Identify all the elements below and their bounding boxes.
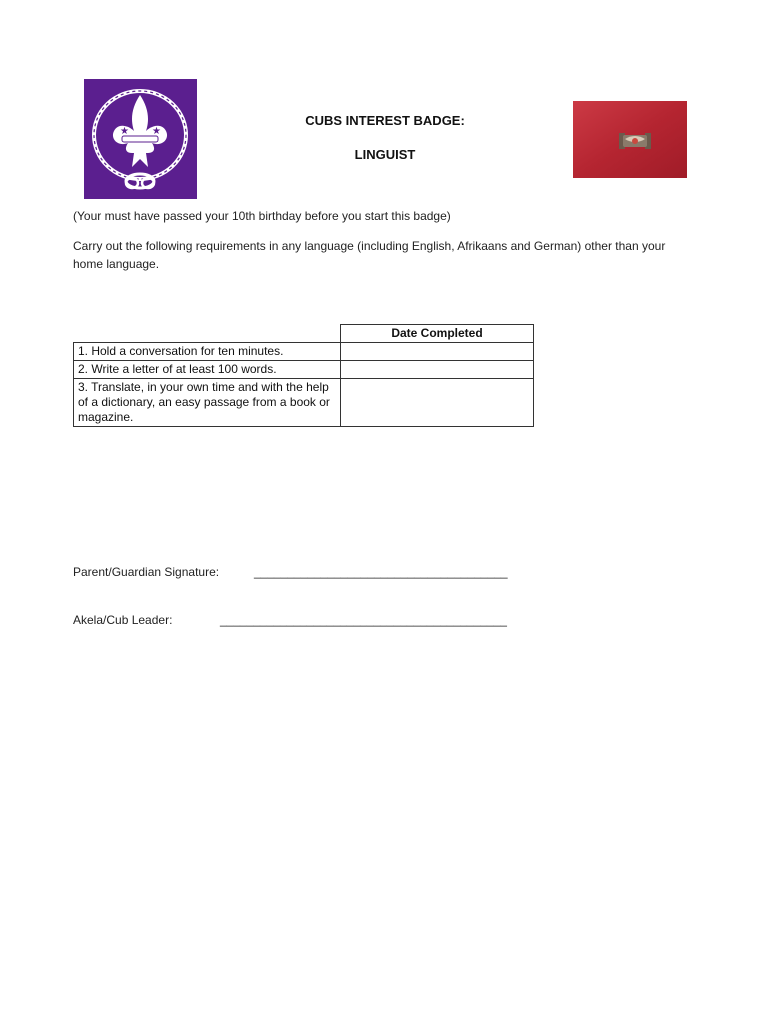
leader-signature-line[interactable]: ___________________________________________	[220, 613, 507, 627]
date-cell[interactable]	[341, 343, 534, 361]
svg-text:★: ★	[120, 126, 129, 137]
table-header-row	[74, 325, 534, 343]
page-subtitle: LINGUIST	[354, 147, 416, 162]
date-cell[interactable]	[341, 379, 534, 427]
page-title: CUBS INTEREST BADGE:	[305, 113, 465, 128]
table-row	[74, 343, 534, 361]
age-requirement-note: (Your must have passed your 10th birthday before you start this badge)	[73, 209, 451, 223]
table-header-blank	[74, 325, 341, 343]
requirements-table	[73, 324, 534, 427]
svg-text:★: ★	[152, 126, 161, 137]
table-row	[74, 361, 534, 379]
instructions-text: Carry out the following requirements in any language (including English, Afrikaans and German) other than your home language.	[73, 239, 666, 271]
parent-signature-label: Parent/Guardian Signature:	[73, 565, 220, 579]
requirement-cell: 2. Write a letter of at least 100 words.	[74, 361, 341, 379]
requirement-cell: 1. Hold a conversation for ten minutes.	[74, 343, 341, 361]
linguist-badge-photo-icon	[573, 101, 687, 178]
date-cell[interactable]	[341, 361, 534, 379]
table-row	[74, 379, 534, 427]
leader-signature-label: Akela/Cub Leader:	[73, 613, 173, 627]
date-completed-header: Date Completed	[341, 325, 534, 343]
world-scout-emblem-icon	[84, 79, 197, 199]
requirement-cell: 3. Translate, in your own time and with the help of a dictionary, an easy passage from a book or magazine.	[74, 379, 341, 427]
parent-signature-line[interactable]: ______________________________________	[254, 565, 508, 579]
